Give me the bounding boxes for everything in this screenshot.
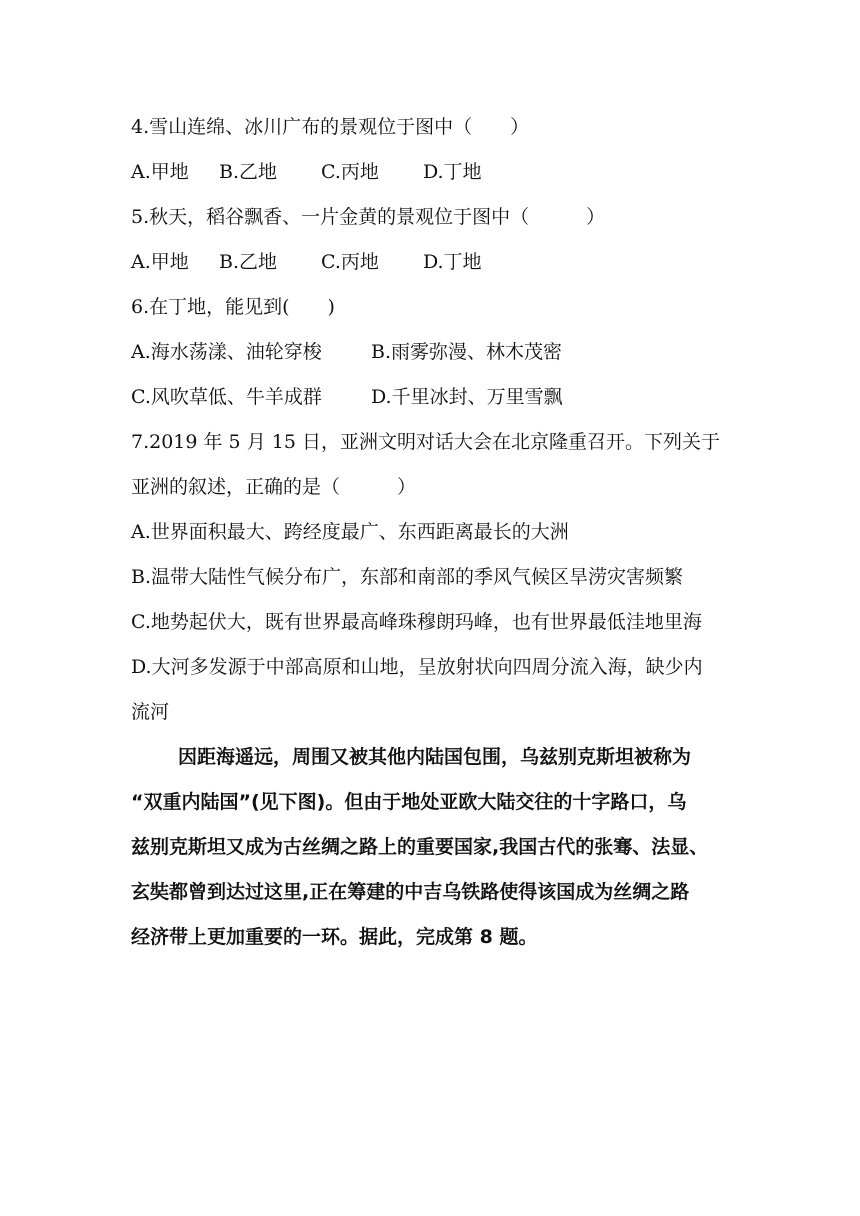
q4-option-a: A.甲地: [131, 161, 189, 183]
q4-option-b: B.乙地: [219, 161, 278, 183]
q7-stem-line2: 亚洲的叙述，正确的是（ ）: [131, 476, 417, 498]
q4-option-d: D.丁地: [423, 161, 482, 183]
passage-line-2: “双重内陆国”(见下图)。但由于地处亚欧大陆交往的十字路口，乌: [131, 791, 687, 813]
q7-option-a: A.世界面积最大、跨经度最广、东西距离最长的大洲: [131, 521, 569, 543]
q6-option-b: B.雨雾弥漫、林木茂密: [371, 341, 563, 363]
q7-option-c: C.地势起伏大，既有世界最高峰珠穆朗玛峰，也有世界最低洼地里海: [131, 611, 702, 633]
passage-line-3: 兹别克斯坦又成为古丝绸之路上的重要国家,我国古代的张骞、法显、: [131, 836, 709, 858]
q7-option-d: D.大河多发源于中部高原和山地，呈放射状向四周分流入海，缺少内: [131, 656, 703, 678]
q6-option-c: C.风吹草低、牛羊成群: [131, 386, 322, 408]
q5-option-c: C.丙地: [321, 251, 379, 273]
q6-stem: 6.在丁地，能见到( ): [131, 296, 335, 318]
q5-option-a: A.甲地: [131, 251, 189, 273]
q6-option-a: A.海水荡漾、油轮穿梭: [131, 341, 322, 363]
q7-option-b: B.温带大陆性气候分布广，东部和南部的季风气候区旱涝灾害频繁: [131, 566, 684, 588]
passage-line-4: 玄奘都曾到达过这里,正在筹建的中吉乌铁路使得该国成为丝绸之路: [131, 881, 690, 903]
q5-stem: 5.秋天，稻谷飘香、一片金黄的景观位于图中（ ）: [131, 206, 606, 228]
q7-stem-line1: 7.2019 年 5 月 15 日，亚洲文明对话大会在北京隆重召开。下列关于: [131, 431, 720, 453]
q5-option-b: B.乙地: [219, 251, 278, 273]
q4-stem: 4.雪山连绵、冰川广布的景观位于图中（ ）: [131, 116, 530, 138]
q7-option-d-continuation: 流河: [131, 701, 170, 723]
q4-option-c: C.丙地: [321, 161, 379, 183]
q6-option-d: D.千里冰封、万里雪飘: [371, 386, 563, 408]
q5-option-d: D.丁地: [423, 251, 482, 273]
passage-line-5: 经济带上更加重要的一环。据此，完成第 8 题。: [131, 926, 538, 948]
passage-line-1: 因距海遥远，周围又被其他内陆国包围，乌兹别克斯坦被称为: [178, 746, 692, 768]
